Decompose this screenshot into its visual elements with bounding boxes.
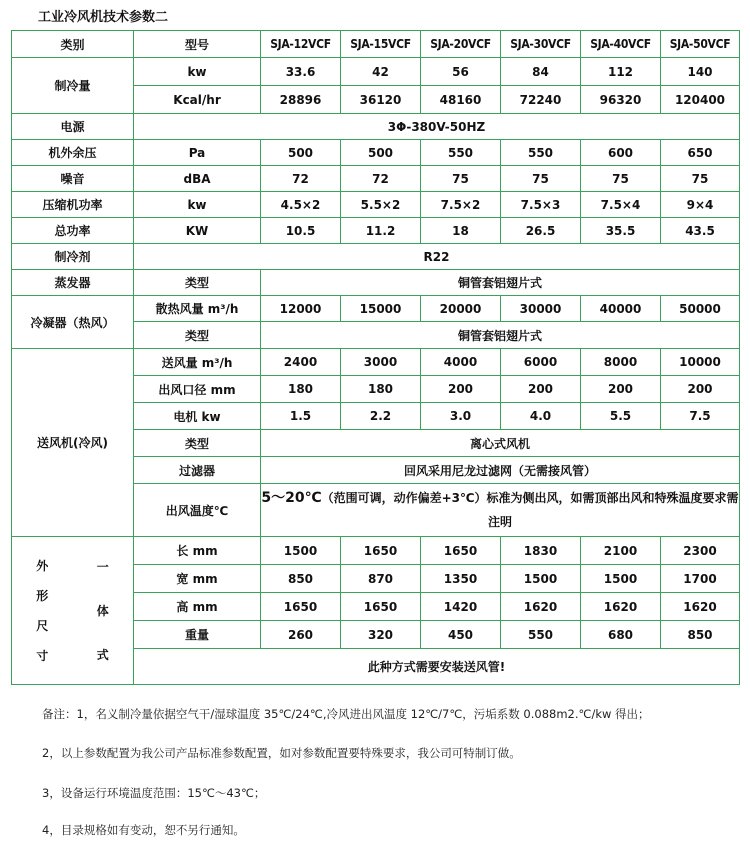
unit-cell: kw (134, 58, 261, 86)
value-cell: 550 (501, 621, 581, 649)
value-cell: 3.0 (421, 403, 501, 430)
sub-label: 重量 (134, 621, 261, 649)
value-cell: 72 (341, 166, 421, 192)
value-cell: 550 (501, 140, 581, 166)
value-cell: 2100 (581, 537, 661, 565)
value-cell: 1620 (661, 593, 740, 621)
sub-label: 散热风量 m³/h (134, 296, 261, 322)
value-cell: 870 (341, 565, 421, 593)
value-cell: 10000 (661, 349, 740, 376)
condenser-airflow-row (12, 296, 740, 322)
row-label: 总功率 (12, 218, 134, 244)
sub-label: 类型 (134, 430, 261, 457)
unit-cell: Pa (134, 140, 261, 166)
note-3: 3，设备运行环境温度范围：15℃～43℃； (42, 786, 266, 800)
value-cell: 4000 (421, 349, 501, 376)
value-cell: 40000 (581, 296, 661, 322)
value-cell: 12000 (261, 296, 341, 322)
spec-table (11, 30, 740, 685)
value-cell: 2300 (661, 537, 740, 565)
sub-label: 出风口径 mm (134, 376, 261, 403)
sub-label: 送风量 m³/h (134, 349, 261, 376)
integrated-label-text (97, 545, 109, 677)
row-label: 压缩机功率 (12, 192, 134, 218)
value-cell: 140 (661, 58, 740, 86)
temp-note: （范围可调，动作偏差+3℃）标准为侧出风，如需顶部出风和特殊温度要求需注明 (321, 491, 739, 529)
value-cell: 33.6 (261, 58, 341, 86)
value-cell: 1350 (421, 565, 501, 593)
value-cell: 180 (341, 376, 421, 403)
value-cell: 84 (501, 58, 581, 86)
value-cell: 1650 (261, 593, 341, 621)
note-2: 2，以上参数配置为我公司产品标准参数配置，如对参数配置要特殊要求，我公司可特制订做。 (42, 746, 521, 760)
value-cell: 18 (421, 218, 501, 244)
integrated-label-text-char: 一 (96, 559, 109, 574)
value-cell: 9×4 (661, 192, 740, 218)
sub-label: 过滤器 (134, 457, 261, 484)
value-cell: 200 (581, 376, 661, 403)
model-header: SJA-50VCF (661, 31, 740, 58)
integrated-label-text-char: 体 (96, 603, 109, 618)
value-cell: 260 (261, 621, 341, 649)
value-cell: 72 (261, 166, 341, 192)
value-cell: 1500 (581, 565, 661, 593)
value-cell: 120400 (661, 86, 740, 114)
value-cell: 450 (421, 621, 501, 649)
value-cell: 1500 (261, 537, 341, 565)
row-label: 机外余压 (12, 140, 134, 166)
value-cell: 11.2 (341, 218, 421, 244)
row-label: 蒸发器 (12, 270, 134, 296)
temp-description (261, 484, 740, 537)
blower-label: 送风机(冷风) (12, 349, 134, 537)
cooling-label: 制冷量 (12, 58, 134, 114)
model-header: SJA-40VCF (581, 31, 661, 58)
span-value: 铜管套铝翅片式 (261, 322, 740, 349)
value-cell: 200 (501, 376, 581, 403)
value-cell: 56 (421, 58, 501, 86)
noise-row (12, 166, 740, 192)
value-cell: 650 (661, 140, 740, 166)
value-cell: 26.5 (501, 218, 581, 244)
value-cell: 6000 (501, 349, 581, 376)
value-cell: 50000 (661, 296, 740, 322)
value-cell: 850 (261, 565, 341, 593)
value-cell: 15000 (341, 296, 421, 322)
value-cell: 1420 (421, 593, 501, 621)
sub-label: 长 mm (134, 537, 261, 565)
dimensions-label-text-char: 尺 (36, 618, 49, 633)
value-cell: 2400 (261, 349, 341, 376)
value-cell: 28896 (261, 86, 341, 114)
unit-cell: dBA (134, 166, 261, 192)
value-cell: 42 (341, 58, 421, 86)
value-cell: 43.5 (661, 218, 740, 244)
static-pressure-row (12, 140, 740, 166)
sub-label: 出风温度℃ (134, 484, 261, 537)
note-1: 备注：1，名义制冷量依据空气干/湿球温度 35℃/24℃,冷风进出风温度 12℃/7℃，污垢系数 0.088m2.℃/kw 得出； (42, 707, 650, 721)
value-cell: 200 (421, 376, 501, 403)
value-cell: 36120 (341, 86, 421, 114)
dimensions-label-text-char: 寸 (36, 648, 49, 663)
value-cell: 3000 (341, 349, 421, 376)
value-cell: 850 (661, 621, 740, 649)
dimensions-label-text-char: 外 (36, 558, 49, 573)
category-header: 类别 (12, 31, 134, 58)
unit-cell: Kcal/hr (134, 86, 261, 114)
row-label: 噪音 (12, 166, 134, 192)
value-cell: 7.5×2 (421, 192, 501, 218)
value-cell: 5.5×2 (341, 192, 421, 218)
integrated-label-text-char: 式 (96, 647, 109, 662)
value-cell: 320 (341, 621, 421, 649)
value-cell: 180 (261, 376, 341, 403)
value-cell: 75 (661, 166, 740, 192)
span-value: R22 (134, 244, 740, 270)
dimensions-label (12, 537, 134, 685)
value-cell: 30000 (501, 296, 581, 322)
model-header: SJA-20VCF (421, 31, 501, 58)
dimensions-vertical-labels (12, 545, 133, 677)
value-cell: 2.2 (341, 403, 421, 430)
value-cell: 1700 (661, 565, 740, 593)
cooling-kw-row (12, 58, 740, 86)
temp-range: 5～20℃ (261, 490, 322, 506)
sub-label: 类型 (134, 270, 261, 296)
value-cell: 96320 (581, 86, 661, 114)
span-value: 此种方式需要安装送风管! (134, 649, 740, 685)
dimensions-label-text-char: 形 (36, 588, 49, 603)
model-label-header: 型号 (134, 31, 261, 58)
sub-label: 宽 mm (134, 565, 261, 593)
model-header: SJA-15VCF (341, 31, 421, 58)
value-cell: 4.0 (501, 403, 581, 430)
header-row (12, 31, 740, 58)
value-cell: 35.5 (581, 218, 661, 244)
power-supply-row (12, 114, 740, 140)
condenser-label: 冷凝器（热风） (12, 296, 134, 349)
span-value: 铜管套铝翅片式 (261, 270, 740, 296)
value-cell: 500 (261, 140, 341, 166)
span-value: 3Φ-380V-50HZ (134, 114, 740, 140)
sub-label: 高 mm (134, 593, 261, 621)
value-cell: 600 (581, 140, 661, 166)
model-header: SJA-12VCF (261, 31, 341, 58)
dimensions-label-text (36, 551, 48, 671)
value-cell: 1650 (421, 537, 501, 565)
value-cell: 72240 (501, 86, 581, 114)
value-cell: 112 (581, 58, 661, 86)
sub-label: 类型 (134, 322, 261, 349)
value-cell: 4.5×2 (261, 192, 341, 218)
row-label: 电源 (12, 114, 134, 140)
sub-label: 电机 kw (134, 403, 261, 430)
blower-airflow-row (12, 349, 740, 376)
value-cell: 7.5 (661, 403, 740, 430)
value-cell: 680 (581, 621, 661, 649)
compressor-row (12, 192, 740, 218)
value-cell: 7.5×4 (581, 192, 661, 218)
value-cell: 1830 (501, 537, 581, 565)
value-cell: 1620 (501, 593, 581, 621)
value-cell: 1500 (501, 565, 581, 593)
evaporator-row (12, 270, 740, 296)
value-cell: 75 (421, 166, 501, 192)
span-value: 回风采用尼龙过滤网（无需接风管） (261, 457, 740, 484)
value-cell: 5.5 (581, 403, 661, 430)
value-cell: 1620 (581, 593, 661, 621)
unit-cell: kw (134, 192, 261, 218)
value-cell: 48160 (421, 86, 501, 114)
value-cell: 200 (661, 376, 740, 403)
total-power-row (12, 218, 740, 244)
row-label: 制冷剂 (12, 244, 134, 270)
value-cell: 1650 (341, 593, 421, 621)
value-cell: 7.5×3 (501, 192, 581, 218)
value-cell: 8000 (581, 349, 661, 376)
refrigerant-row (12, 244, 740, 270)
value-cell: 500 (341, 140, 421, 166)
note-4: 4，目录规格如有变动，恕不另行通知。 (42, 823, 245, 837)
model-header: SJA-30VCF (501, 31, 581, 58)
unit-cell: KW (134, 218, 261, 244)
value-cell: 1650 (341, 537, 421, 565)
dim-length-row (12, 537, 740, 565)
value-cell: 10.5 (261, 218, 341, 244)
value-cell: 550 (421, 140, 501, 166)
value-cell: 20000 (421, 296, 501, 322)
span-value: 离心式风机 (261, 430, 740, 457)
value-cell: 1.5 (261, 403, 341, 430)
page-title: 工业冷风机技术参数二 (38, 10, 169, 25)
value-cell: 75 (501, 166, 581, 192)
value-cell: 75 (581, 166, 661, 192)
